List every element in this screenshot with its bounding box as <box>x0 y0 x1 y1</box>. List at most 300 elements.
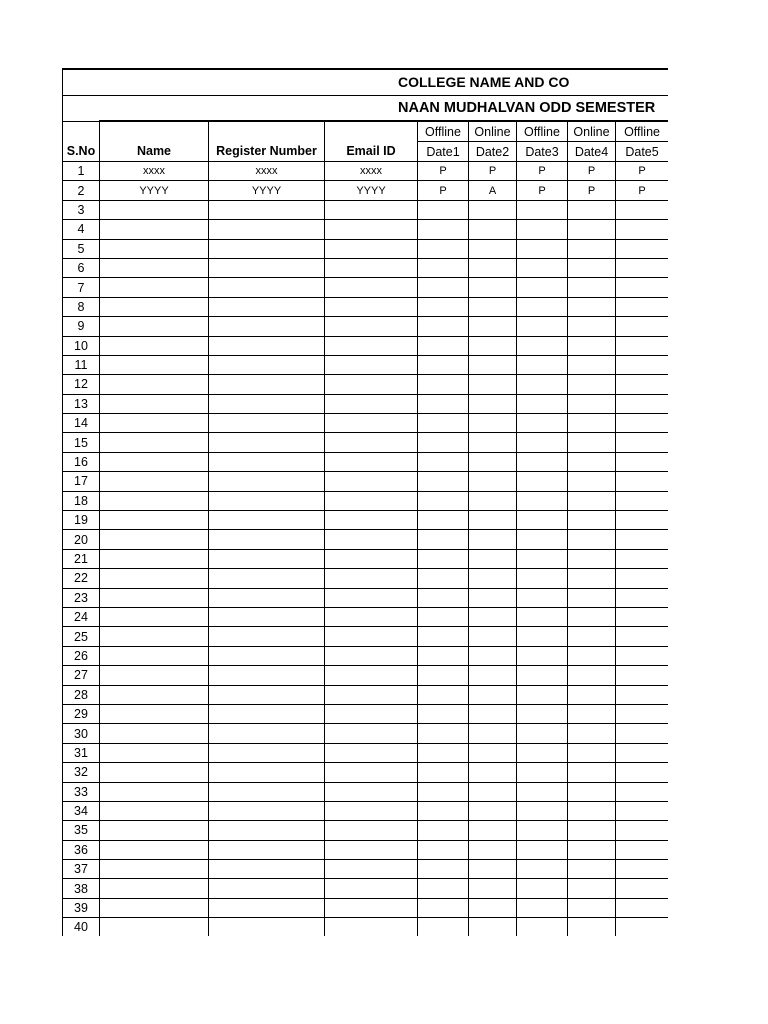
attendance-cell[interactable] <box>469 627 517 646</box>
attendance-cell[interactable] <box>616 549 669 568</box>
attendance-cell[interactable] <box>616 743 669 762</box>
register-number-cell[interactable] <box>209 821 325 840</box>
attendance-cell[interactable] <box>616 220 669 239</box>
email-cell[interactable] <box>325 530 418 549</box>
register-number-cell[interactable]: xxxx <box>209 162 325 181</box>
sno-cell[interactable]: 24 <box>63 607 100 626</box>
attendance-cell[interactable] <box>616 317 669 336</box>
attendance-cell[interactable] <box>517 918 568 936</box>
attendance-cell[interactable] <box>568 452 616 471</box>
name-cell[interactable] <box>100 239 209 258</box>
name-cell[interactable] <box>100 511 209 530</box>
sno-cell[interactable]: 17 <box>63 472 100 491</box>
email-cell[interactable] <box>325 782 418 801</box>
attendance-cell[interactable] <box>418 646 469 665</box>
register-number-cell[interactable] <box>209 414 325 433</box>
attendance-cell[interactable] <box>469 724 517 743</box>
attendance-cell[interactable] <box>616 297 669 316</box>
attendance-cell[interactable] <box>418 258 469 277</box>
attendance-cell[interactable] <box>517 355 568 374</box>
attendance-cell[interactable] <box>616 375 669 394</box>
attendance-cell[interactable] <box>517 840 568 859</box>
attendance-cell[interactable] <box>517 898 568 917</box>
name-cell[interactable] <box>100 588 209 607</box>
email-cell[interactable] <box>325 743 418 762</box>
attendance-cell[interactable] <box>517 704 568 723</box>
sno-cell[interactable]: 37 <box>63 860 100 879</box>
sno-cell[interactable]: 10 <box>63 336 100 355</box>
register-number-cell[interactable] <box>209 394 325 413</box>
attendance-cell[interactable] <box>517 433 568 452</box>
register-number-cell[interactable] <box>209 724 325 743</box>
attendance-cell[interactable]: P <box>418 162 469 181</box>
name-cell[interactable] <box>100 743 209 762</box>
sno-cell[interactable]: 21 <box>63 549 100 568</box>
sno-cell[interactable]: 8 <box>63 297 100 316</box>
email-cell[interactable] <box>325 433 418 452</box>
attendance-cell[interactable] <box>517 258 568 277</box>
attendance-cell[interactable] <box>568 258 616 277</box>
attendance-cell[interactable] <box>418 569 469 588</box>
sno-cell[interactable]: 26 <box>63 646 100 665</box>
register-number-cell[interactable] <box>209 549 325 568</box>
attendance-cell[interactable] <box>568 220 616 239</box>
sno-cell[interactable]: 7 <box>63 278 100 297</box>
attendance-cell[interactable]: A <box>469 181 517 200</box>
attendance-cell[interactable] <box>469 666 517 685</box>
attendance-cell[interactable] <box>418 607 469 626</box>
attendance-cell[interactable] <box>469 549 517 568</box>
register-number-cell[interactable] <box>209 743 325 762</box>
sno-cell[interactable]: 23 <box>63 588 100 607</box>
email-cell[interactable]: xxxx <box>325 162 418 181</box>
attendance-cell[interactable] <box>616 239 669 258</box>
email-cell[interactable] <box>325 278 418 297</box>
attendance-cell[interactable] <box>418 472 469 491</box>
sno-cell[interactable]: 36 <box>63 840 100 859</box>
name-cell[interactable] <box>100 414 209 433</box>
register-number-cell[interactable] <box>209 317 325 336</box>
attendance-cell[interactable] <box>568 646 616 665</box>
attendance-cell[interactable] <box>469 763 517 782</box>
attendance-cell[interactable] <box>568 336 616 355</box>
name-cell[interactable] <box>100 530 209 549</box>
attendance-cell[interactable] <box>616 278 669 297</box>
attendance-cell[interactable]: P <box>616 162 669 181</box>
email-cell[interactable] <box>325 491 418 510</box>
name-cell[interactable] <box>100 220 209 239</box>
name-cell[interactable] <box>100 278 209 297</box>
email-cell[interactable] <box>325 220 418 239</box>
register-number-cell[interactable] <box>209 472 325 491</box>
sno-cell[interactable]: 32 <box>63 763 100 782</box>
register-number-cell[interactable] <box>209 452 325 471</box>
email-cell[interactable] <box>325 569 418 588</box>
email-cell[interactable] <box>325 394 418 413</box>
attendance-cell[interactable] <box>418 375 469 394</box>
attendance-cell[interactable] <box>418 588 469 607</box>
sno-cell[interactable]: 4 <box>63 220 100 239</box>
name-cell[interactable] <box>100 433 209 452</box>
attendance-cell[interactable] <box>517 297 568 316</box>
attendance-cell[interactable] <box>616 472 669 491</box>
name-cell[interactable] <box>100 821 209 840</box>
sno-cell[interactable]: 39 <box>63 898 100 917</box>
attendance-cell[interactable] <box>568 918 616 936</box>
attendance-cell[interactable] <box>568 239 616 258</box>
attendance-cell[interactable] <box>616 666 669 685</box>
attendance-cell[interactable] <box>517 860 568 879</box>
attendance-cell[interactable] <box>568 511 616 530</box>
attendance-cell[interactable] <box>517 588 568 607</box>
attendance-cell[interactable] <box>568 898 616 917</box>
attendance-cell[interactable] <box>469 860 517 879</box>
attendance-cell[interactable] <box>418 782 469 801</box>
register-number-cell[interactable] <box>209 511 325 530</box>
register-number-cell[interactable]: YYYY <box>209 181 325 200</box>
attendance-cell[interactable]: P <box>616 181 669 200</box>
attendance-cell[interactable] <box>469 879 517 898</box>
attendance-cell[interactable] <box>469 336 517 355</box>
name-cell[interactable] <box>100 569 209 588</box>
email-cell[interactable] <box>325 200 418 219</box>
attendance-cell[interactable] <box>616 860 669 879</box>
attendance-cell[interactable] <box>568 375 616 394</box>
register-number-cell[interactable] <box>209 297 325 316</box>
name-cell[interactable] <box>100 355 209 374</box>
attendance-cell[interactable] <box>616 627 669 646</box>
attendance-cell[interactable] <box>616 530 669 549</box>
sno-cell[interactable]: 38 <box>63 879 100 898</box>
attendance-cell[interactable] <box>568 491 616 510</box>
register-number-cell[interactable] <box>209 782 325 801</box>
attendance-cell[interactable] <box>616 685 669 704</box>
attendance-cell[interactable] <box>616 782 669 801</box>
attendance-cell[interactable] <box>418 860 469 879</box>
sno-cell[interactable]: 19 <box>63 511 100 530</box>
attendance-cell[interactable] <box>616 394 669 413</box>
email-cell[interactable]: YYYY <box>325 181 418 200</box>
attendance-cell[interactable] <box>469 394 517 413</box>
attendance-cell[interactable] <box>517 646 568 665</box>
attendance-cell[interactable] <box>568 278 616 297</box>
attendance-cell[interactable] <box>517 452 568 471</box>
attendance-cell[interactable] <box>568 530 616 549</box>
attendance-cell[interactable] <box>469 297 517 316</box>
attendance-cell[interactable] <box>568 569 616 588</box>
email-cell[interactable] <box>325 840 418 859</box>
attendance-cell[interactable] <box>616 821 669 840</box>
attendance-cell[interactable] <box>616 879 669 898</box>
email-cell[interactable] <box>325 258 418 277</box>
attendance-cell[interactable] <box>517 530 568 549</box>
attendance-cell[interactable] <box>418 200 469 219</box>
email-cell[interactable] <box>325 297 418 316</box>
attendance-cell[interactable] <box>568 317 616 336</box>
attendance-cell[interactable]: P <box>469 162 517 181</box>
name-cell[interactable] <box>100 607 209 626</box>
email-cell[interactable] <box>325 666 418 685</box>
email-cell[interactable] <box>325 646 418 665</box>
name-cell[interactable] <box>100 763 209 782</box>
name-cell[interactable] <box>100 724 209 743</box>
name-cell[interactable] <box>100 627 209 646</box>
attendance-cell[interactable] <box>517 666 568 685</box>
register-number-cell[interactable] <box>209 763 325 782</box>
attendance-cell[interactable] <box>469 433 517 452</box>
attendance-cell[interactable] <box>568 297 616 316</box>
attendance-cell[interactable] <box>469 898 517 917</box>
sno-cell[interactable]: 5 <box>63 239 100 258</box>
attendance-cell[interactable] <box>616 840 669 859</box>
register-number-cell[interactable] <box>209 607 325 626</box>
name-cell[interactable] <box>100 704 209 723</box>
attendance-cell[interactable] <box>418 278 469 297</box>
name-cell[interactable] <box>100 646 209 665</box>
attendance-cell[interactable] <box>568 724 616 743</box>
attendance-cell[interactable] <box>616 414 669 433</box>
attendance-cell[interactable] <box>418 239 469 258</box>
sno-cell[interactable]: 13 <box>63 394 100 413</box>
register-number-cell[interactable] <box>209 646 325 665</box>
attendance-cell[interactable] <box>469 472 517 491</box>
register-number-cell[interactable] <box>209 627 325 646</box>
name-cell[interactable] <box>100 898 209 917</box>
attendance-cell[interactable] <box>517 724 568 743</box>
attendance-cell[interactable] <box>418 918 469 936</box>
attendance-cell[interactable] <box>517 782 568 801</box>
name-cell[interactable] <box>100 549 209 568</box>
attendance-cell[interactable] <box>418 317 469 336</box>
attendance-cell[interactable] <box>418 433 469 452</box>
attendance-cell[interactable] <box>517 375 568 394</box>
attendance-cell[interactable] <box>418 414 469 433</box>
register-number-cell[interactable] <box>209 918 325 936</box>
attendance-cell[interactable] <box>568 394 616 413</box>
email-cell[interactable] <box>325 317 418 336</box>
email-cell[interactable] <box>325 821 418 840</box>
register-number-cell[interactable] <box>209 685 325 704</box>
register-number-cell[interactable] <box>209 375 325 394</box>
sno-cell[interactable]: 1 <box>63 162 100 181</box>
attendance-cell[interactable] <box>616 336 669 355</box>
register-number-cell[interactable] <box>209 220 325 239</box>
attendance-cell[interactable] <box>616 433 669 452</box>
attendance-cell[interactable] <box>568 704 616 723</box>
attendance-cell[interactable] <box>517 879 568 898</box>
email-cell[interactable] <box>325 898 418 917</box>
name-cell[interactable] <box>100 860 209 879</box>
attendance-cell[interactable] <box>469 452 517 471</box>
attendance-cell[interactable] <box>418 840 469 859</box>
attendance-cell[interactable] <box>517 414 568 433</box>
attendance-cell[interactable] <box>469 685 517 704</box>
attendance-cell[interactable] <box>616 724 669 743</box>
attendance-cell[interactable] <box>469 200 517 219</box>
attendance-cell[interactable] <box>469 317 517 336</box>
attendance-cell[interactable] <box>469 588 517 607</box>
attendance-cell[interactable] <box>517 317 568 336</box>
attendance-cell[interactable] <box>418 491 469 510</box>
attendance-cell[interactable] <box>517 763 568 782</box>
name-cell[interactable] <box>100 801 209 820</box>
attendance-cell[interactable] <box>469 704 517 723</box>
register-number-cell[interactable] <box>209 588 325 607</box>
attendance-cell[interactable] <box>616 704 669 723</box>
attendance-cell[interactable] <box>568 801 616 820</box>
attendance-cell[interactable] <box>418 394 469 413</box>
attendance-cell[interactable] <box>616 918 669 936</box>
attendance-cell[interactable] <box>568 860 616 879</box>
attendance-cell[interactable] <box>616 452 669 471</box>
attendance-cell[interactable]: P <box>517 162 568 181</box>
attendance-cell[interactable] <box>418 724 469 743</box>
register-number-cell[interactable] <box>209 258 325 277</box>
name-cell[interactable] <box>100 685 209 704</box>
attendance-cell[interactable] <box>568 743 616 762</box>
attendance-cell[interactable] <box>616 898 669 917</box>
attendance-cell[interactable] <box>469 355 517 374</box>
attendance-cell[interactable] <box>517 685 568 704</box>
sno-cell[interactable]: 34 <box>63 801 100 820</box>
attendance-cell[interactable] <box>517 549 568 568</box>
sno-cell[interactable]: 25 <box>63 627 100 646</box>
attendance-cell[interactable] <box>418 297 469 316</box>
name-cell[interactable] <box>100 375 209 394</box>
email-cell[interactable] <box>325 627 418 646</box>
attendance-cell[interactable] <box>418 666 469 685</box>
attendance-cell[interactable] <box>469 569 517 588</box>
register-number-cell[interactable] <box>209 898 325 917</box>
attendance-cell[interactable] <box>568 588 616 607</box>
attendance-cell[interactable] <box>568 414 616 433</box>
email-cell[interactable] <box>325 452 418 471</box>
attendance-cell[interactable] <box>568 821 616 840</box>
attendance-cell[interactable] <box>517 394 568 413</box>
attendance-cell[interactable] <box>418 821 469 840</box>
register-number-cell[interactable] <box>209 666 325 685</box>
attendance-cell[interactable] <box>469 414 517 433</box>
attendance-cell[interactable] <box>418 743 469 762</box>
email-cell[interactable] <box>325 336 418 355</box>
sno-cell[interactable]: 35 <box>63 821 100 840</box>
name-cell[interactable] <box>100 297 209 316</box>
attendance-cell[interactable] <box>418 530 469 549</box>
attendance-cell[interactable] <box>568 549 616 568</box>
attendance-cell[interactable] <box>568 472 616 491</box>
sno-cell[interactable]: 16 <box>63 452 100 471</box>
email-cell[interactable] <box>325 763 418 782</box>
sno-cell[interactable]: 14 <box>63 414 100 433</box>
register-number-cell[interactable] <box>209 278 325 297</box>
name-cell[interactable] <box>100 918 209 936</box>
email-cell[interactable] <box>325 860 418 879</box>
email-cell[interactable] <box>325 724 418 743</box>
attendance-cell[interactable] <box>568 763 616 782</box>
name-cell[interactable] <box>100 782 209 801</box>
sno-cell[interactable]: 31 <box>63 743 100 762</box>
attendance-cell[interactable]: P <box>517 181 568 200</box>
attendance-cell[interactable] <box>616 511 669 530</box>
attendance-cell[interactable] <box>517 627 568 646</box>
sno-cell[interactable]: 6 <box>63 258 100 277</box>
attendance-cell[interactable] <box>418 685 469 704</box>
attendance-cell[interactable] <box>568 200 616 219</box>
sno-cell[interactable]: 12 <box>63 375 100 394</box>
sno-cell[interactable]: 11 <box>63 355 100 374</box>
attendance-cell[interactable] <box>469 607 517 626</box>
attendance-cell[interactable] <box>517 239 568 258</box>
register-number-cell[interactable] <box>209 200 325 219</box>
sno-cell[interactable]: 2 <box>63 181 100 200</box>
sno-cell[interactable]: 18 <box>63 491 100 510</box>
email-cell[interactable] <box>325 588 418 607</box>
sno-cell[interactable]: 29 <box>63 704 100 723</box>
sno-cell[interactable]: 33 <box>63 782 100 801</box>
attendance-cell[interactable] <box>517 336 568 355</box>
attendance-cell[interactable] <box>469 743 517 762</box>
email-cell[interactable] <box>325 685 418 704</box>
attendance-cell[interactable] <box>469 278 517 297</box>
name-cell[interactable] <box>100 472 209 491</box>
attendance-cell[interactable] <box>418 704 469 723</box>
attendance-cell[interactable] <box>469 530 517 549</box>
register-number-cell[interactable] <box>209 336 325 355</box>
sno-cell[interactable]: 28 <box>63 685 100 704</box>
attendance-cell[interactable] <box>517 569 568 588</box>
sno-cell[interactable]: 3 <box>63 200 100 219</box>
sno-cell[interactable]: 22 <box>63 569 100 588</box>
register-number-cell[interactable] <box>209 355 325 374</box>
name-cell[interactable] <box>100 666 209 685</box>
attendance-cell[interactable] <box>418 549 469 568</box>
register-number-cell[interactable] <box>209 239 325 258</box>
attendance-cell[interactable] <box>469 220 517 239</box>
attendance-cell[interactable] <box>568 840 616 859</box>
email-cell[interactable] <box>325 239 418 258</box>
attendance-cell[interactable] <box>418 511 469 530</box>
attendance-cell[interactable] <box>616 355 669 374</box>
attendance-cell[interactable] <box>517 801 568 820</box>
register-number-cell[interactable] <box>209 860 325 879</box>
attendance-cell[interactable] <box>616 763 669 782</box>
attendance-cell[interactable] <box>517 511 568 530</box>
email-cell[interactable] <box>325 704 418 723</box>
attendance-cell[interactable] <box>568 607 616 626</box>
email-cell[interactable] <box>325 879 418 898</box>
email-cell[interactable] <box>325 607 418 626</box>
attendance-cell[interactable] <box>517 472 568 491</box>
register-number-cell[interactable] <box>209 433 325 452</box>
attendance-cell[interactable] <box>616 258 669 277</box>
register-number-cell[interactable] <box>209 704 325 723</box>
attendance-cell[interactable] <box>418 220 469 239</box>
attendance-cell[interactable] <box>568 782 616 801</box>
sno-cell[interactable]: 30 <box>63 724 100 743</box>
attendance-cell[interactable] <box>469 821 517 840</box>
attendance-cell[interactable] <box>568 433 616 452</box>
email-cell[interactable] <box>325 549 418 568</box>
attendance-cell[interactable] <box>616 569 669 588</box>
attendance-cell[interactable] <box>517 607 568 626</box>
attendance-cell[interactable] <box>469 801 517 820</box>
email-cell[interactable] <box>325 918 418 936</box>
name-cell[interactable] <box>100 317 209 336</box>
email-cell[interactable] <box>325 472 418 491</box>
attendance-cell[interactable]: P <box>568 162 616 181</box>
attendance-cell[interactable] <box>469 646 517 665</box>
name-cell[interactable] <box>100 258 209 277</box>
